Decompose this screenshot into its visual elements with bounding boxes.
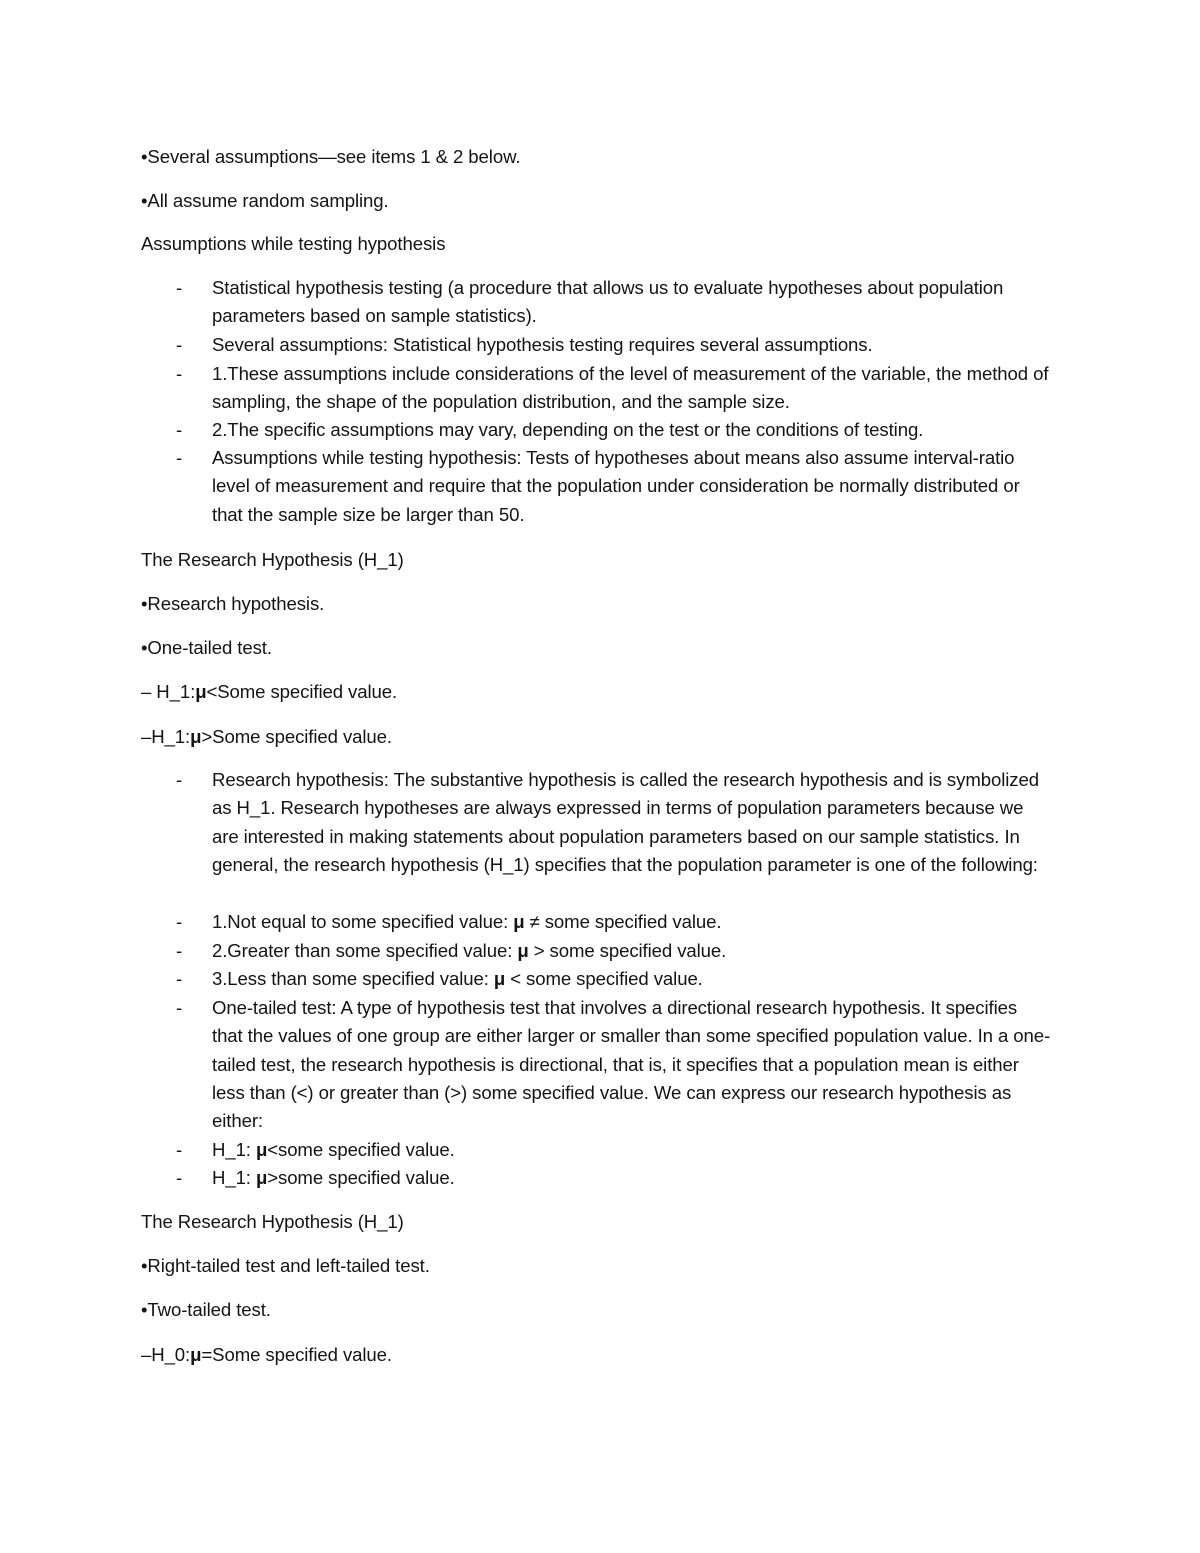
mu-symbol: μ (195, 681, 207, 702)
dash-list-item (141, 1164, 1061, 1192)
dash-list-item (141, 908, 1061, 936)
formula-paragraph (141, 1344, 392, 1366)
bullet-paragraph: •One-tailed test. (141, 637, 272, 658)
section-heading: The Research Hypothesis (H_1) (141, 1211, 404, 1232)
dash-bullet: - (176, 997, 183, 1018)
bullet-paragraph: •Right-tailed test and left-tailed test. (141, 1255, 430, 1276)
dash-list-item (141, 416, 1061, 444)
dash-bullet: - (176, 447, 183, 468)
dash-bullet: - (176, 769, 183, 790)
list-item-text: Research hypothesis: The substantive hypothesis is called the research hypothesis and is symbolized as H_1. Research hypotheses are always expressed in terms of population parameters because we are interested in making statements about population parameters based on our sample statistics. In general, the research hypothesis (H_1) specifies that the population parameter is one of the following: (212, 769, 1039, 875)
item-prefix: 1.Not equal to some specified value: (212, 911, 514, 932)
formula-prefix: – H_1: (141, 681, 196, 702)
dash-bullet: - (176, 277, 183, 298)
bullet-paragraph: •Two-tailed test. (141, 1299, 271, 1320)
mu-symbol: μ (255, 1139, 268, 1160)
item-suffix: <some specified value. (267, 1139, 455, 1160)
item-prefix: H_1: (212, 1139, 256, 1160)
item-suffix: ≠ some specified value. (524, 911, 722, 932)
dash-list-item (141, 331, 1061, 359)
dash-bullet: - (176, 940, 183, 961)
list-item-text (212, 1136, 1052, 1164)
dash-bullet: - (176, 911, 183, 932)
formula-prefix: –H_1: (141, 726, 191, 747)
list-item-text: Statistical hypothesis testing (a procedure that allows us to evaluate hypotheses about population parameters based on sample statistics). (212, 277, 1004, 327)
mu-symbol: μ (513, 911, 525, 932)
list-item-text (212, 965, 1052, 993)
dash-list-item (141, 1136, 1061, 1164)
list-item-text (212, 937, 1052, 965)
item-prefix: H_1: (212, 1167, 256, 1188)
dash-list-item (141, 444, 1061, 529)
list-item-text: One-tailed test: A type of hypothesis test that involves a directional research hypothesis. It specifies that the values of one group are either larger or smaller than some specified population value. In a one-tailed test, the research hypothesis is directional, that is, it specifies that a population mean is either less than (<) or greater than (>) some specified value. We can express our research hypothesis as either: (212, 997, 1051, 1132)
dash-bullet: - (176, 363, 183, 384)
formula-paragraph (141, 726, 392, 748)
dash-bullet: - (176, 968, 183, 989)
item-prefix: 2.Greater than some specified value: (212, 940, 518, 961)
list-item-text (212, 1164, 1052, 1192)
list-item-text: Assumptions while testing hypothesis: Tests of hypotheses about means also assume interval-ratio level of measurement and require that the population under consideration be normally distributed or that the sample size be larger than 50. (212, 447, 1020, 525)
bullet-paragraph: •All assume random sampling. (141, 190, 389, 211)
bullet-paragraph: •Research hypothesis. (141, 593, 325, 614)
mu-symbol: μ (190, 726, 202, 747)
mu-symbol: μ (190, 1344, 202, 1365)
formula-prefix: –H_0: (141, 1344, 191, 1365)
list-item-text: 1.These assumptions include considerations of the level of measurement of the variable, the method of sampling, the shape of the population distribution, and the sample size. (212, 363, 1049, 413)
list-item-text: 2.The specific assumptions may vary, depending on the test or the conditions of testing. (212, 419, 924, 440)
dash-list-item (141, 965, 1061, 993)
dash-bullet: - (176, 419, 183, 440)
formula-suffix: =Some specified value. (201, 1344, 392, 1365)
item-suffix: > some specified value. (528, 940, 727, 961)
list-item-text (212, 908, 1052, 936)
list-item-text: Several assumptions: Statistical hypothesis testing requires several assumptions. (212, 334, 873, 355)
dash-bullet: - (176, 1139, 183, 1160)
formula-suffix: >Some specified value. (201, 726, 392, 747)
item-suffix: >some specified value. (267, 1167, 455, 1188)
dash-list-item (141, 274, 1061, 331)
section-heading: Assumptions while testing hypothesis (141, 233, 446, 254)
dash-list-item (141, 766, 1061, 879)
bullet-paragraph: •Several assumptions—see items 1 & 2 below. (141, 146, 521, 167)
dash-bullet: - (176, 1167, 183, 1188)
item-prefix: 3.Less than some specified value: (212, 968, 494, 989)
formula-suffix: <Some specified value. (206, 681, 398, 702)
mu-symbol: μ (255, 1167, 268, 1188)
item-suffix: < some specified value. (505, 968, 703, 989)
dash-bullet: - (176, 334, 183, 355)
section-heading: The Research Hypothesis (H_1) (141, 549, 404, 570)
mu-symbol: μ (493, 968, 506, 989)
dash-list-item (141, 360, 1061, 417)
mu-symbol: μ (517, 940, 529, 961)
dash-list-item (141, 994, 1061, 1135)
formula-paragraph (141, 681, 397, 703)
dash-list-item (141, 937, 1061, 965)
